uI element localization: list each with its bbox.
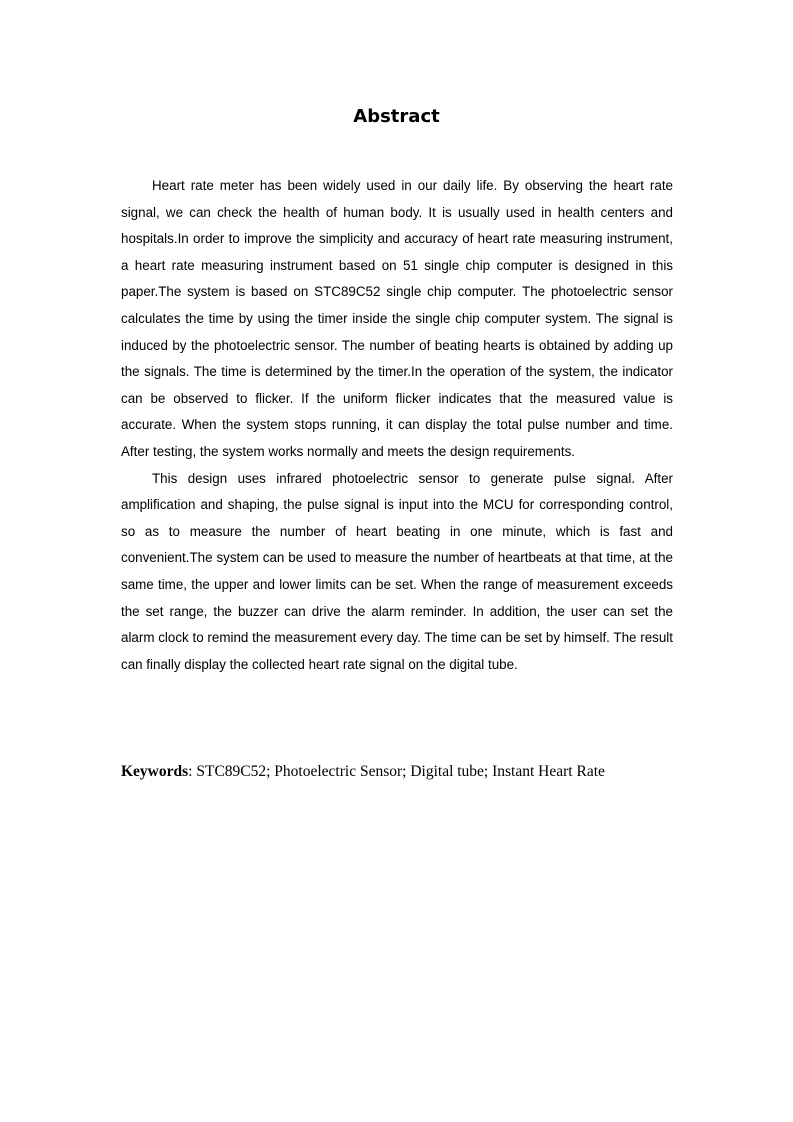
keywords-label: Keywords xyxy=(121,763,189,780)
keywords-line xyxy=(121,762,681,782)
abstract-paragraph-2: This design uses infrared photoelectric sensor to generate pulse signal. After amplification and shaping, the pulse signal is input into the MCU for corresponding control, so as to measure the number of heart beating in one minute, which is fast and convenient.The system can be used to measure the number of heartbeats at that time, at the same time, the upper and lower limits can be set. When the range of measurement exceeds the set range, the buzzer can drive the alarm reminder. In addition, the user can set the alarm clock to remind the measurement every day. The time can be set by himself. The result can finally display the collected heart rate signal on the digital tube. xyxy=(121,470,673,672)
abstract-paragraph-1: Heart rate meter has been widely used in our daily life. By observing the heart rate signal, we can check the health of human body. It is usually used in health centers and hospitals.In order to improve the simplicity and accuracy of heart rate measuring instrument, a heart rate measuring instrument based on 51 single chip computer is designed in this paper.The system is based on STC89C52 single chip computer. The photoelectric sensor calculates the time by using the timer inside the single chip computer system. The signal is induced by the photoelectric sensor. The number of beating hearts is obtained by adding up the signals. The time is determined by the timer.In the operation of the system, the indicator can be observed to flicker. If the uniform flicker indicates that the measured value is accurate. When the system stops running, it can display the total pulse number and time. After testing, the system works normally and meets the design requirements. xyxy=(121,178,673,459)
keywords-list: : STC89C52; Photoelectric Sensor; Digital tube; Instant Heart Rate xyxy=(188,763,605,780)
abstract-body xyxy=(121,173,673,678)
abstract-title: Abstract xyxy=(353,106,440,127)
